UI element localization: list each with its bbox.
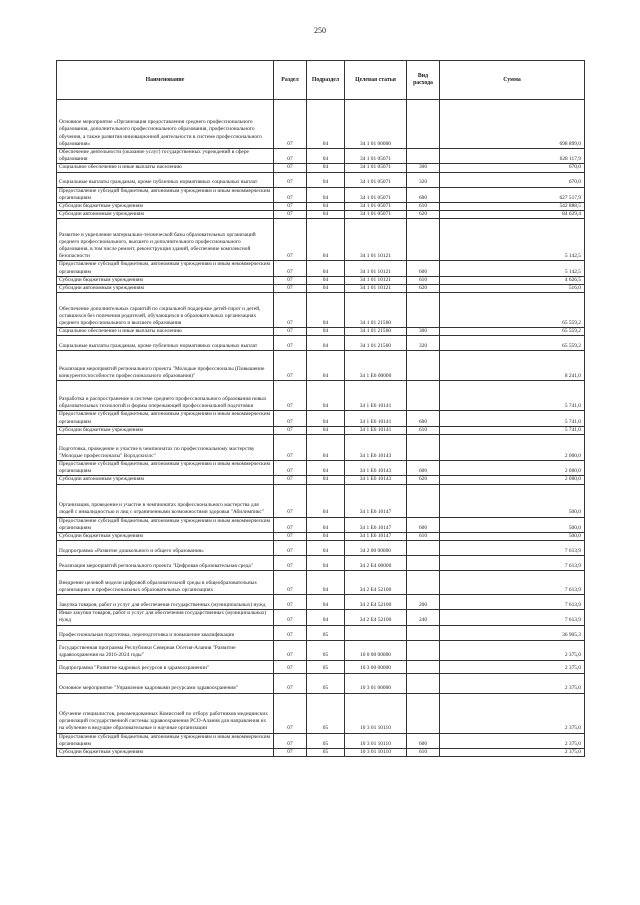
row-section: 07 — [274, 533, 307, 541]
row-section: 07 — [274, 610, 307, 625]
table-row — [57, 172, 585, 187]
row-name: Иные закупки товаров, работ и услуг для обеспечения государственных (муниципальных) нужд — [57, 610, 274, 625]
table-row — [57, 476, 585, 484]
table-row — [57, 595, 585, 610]
row-subsection: 04 — [307, 411, 345, 426]
header-subsection: Подраздел — [307, 61, 345, 100]
row-subsection: 04 — [307, 381, 345, 411]
row-section: 07 — [274, 149, 307, 164]
row-sum: 2 375,0 — [440, 640, 585, 660]
table-row — [57, 610, 585, 625]
row-target: 34 1 01 21560 — [345, 293, 407, 328]
row-name: Обеспечение дополнительных гарантий по социальной поддержке детей-сирот и детей, оставшихся без попечения родителей, обучающихся в образовательных организациях среднего профессионального и высшего образования — [57, 293, 274, 328]
table-row — [57, 541, 585, 556]
row-expense: 600 — [407, 187, 440, 202]
row-section: 07 — [274, 164, 307, 172]
table-row — [57, 733, 585, 748]
row-target: 34 1 01 21560 — [345, 336, 407, 351]
row-expense: 610 — [407, 426, 440, 434]
row-section: 07 — [274, 476, 307, 484]
row-subsection: 04 — [307, 571, 345, 595]
table-row — [57, 484, 585, 517]
table-row — [57, 219, 585, 261]
row-subsection: 05 — [307, 660, 345, 673]
row-subsection: 04 — [307, 556, 345, 571]
page-number: 250 — [314, 26, 326, 35]
table-row — [57, 381, 585, 411]
table-row — [57, 533, 585, 541]
row-subsection: 05 — [307, 733, 345, 748]
row-target: 10 3 01 10110 — [345, 693, 407, 733]
row-section: 07 — [274, 172, 307, 187]
row-target: 34 1 Е6 10147 — [345, 533, 407, 541]
row-section: 07 — [274, 673, 307, 693]
row-sum: 2 375,0 — [440, 660, 585, 673]
row-expense: 600 — [407, 517, 440, 532]
row-section: 07 — [274, 336, 307, 351]
row-expense: 610 — [407, 533, 440, 541]
row-expense: 600 — [407, 461, 440, 476]
row-section: 07 — [274, 211, 307, 219]
row-expense: 600 — [407, 411, 440, 426]
table-row — [57, 640, 585, 660]
row-subsection: 04 — [307, 435, 345, 461]
row-expense — [407, 435, 440, 461]
row-sum: 2 375,0 — [440, 733, 585, 748]
row-section: 07 — [274, 100, 307, 149]
row-sum: 670,0 — [440, 172, 585, 187]
row-subsection: 04 — [307, 351, 345, 381]
row-target: 34 1 Е6 10141 — [345, 426, 407, 434]
row-sum: 2 375,0 — [440, 693, 585, 733]
row-section: 07 — [274, 571, 307, 595]
row-expense — [407, 100, 440, 149]
row-target: 34 2 Е4 52100 — [345, 610, 407, 625]
row-name: Предоставление субсидий бюджетным, автономным учреждениям и иным некоммерческим организациям — [57, 733, 274, 748]
row-name: Реализация мероприятий регионального проекта "Цифровая образовательная среда" — [57, 556, 274, 571]
row-sum: 84 629,4 — [440, 211, 585, 219]
row-sum: 65 559,2 — [440, 328, 585, 336]
row-target: 34 1 01 05071 — [345, 164, 407, 172]
row-section: 07 — [274, 426, 307, 434]
row-target: 34 1 Е6 10143 — [345, 476, 407, 484]
row-target: 34 1 01 05071 — [345, 149, 407, 164]
row-target: 34 1 Е6 10143 — [345, 461, 407, 476]
row-section: 07 — [274, 187, 307, 202]
row-subsection: 04 — [307, 426, 345, 434]
row-subsection: 04 — [307, 610, 345, 625]
row-section: 07 — [274, 276, 307, 284]
row-name: Социальное обеспечение и иные выплаты населению — [57, 164, 274, 172]
row-target: 10 0 00 00000 — [345, 640, 407, 660]
budget-table-container — [56, 60, 584, 757]
row-section: 07 — [274, 660, 307, 673]
table-header-row — [57, 61, 585, 100]
row-sum: 4 626,5 — [440, 276, 585, 284]
row-target: 34 2 Е4 00000 — [345, 556, 407, 571]
row-target: 34 2 Е4 52100 — [345, 595, 407, 610]
row-expense — [407, 381, 440, 411]
table-row — [57, 211, 585, 219]
row-sum: 5 741,0 — [440, 426, 585, 434]
row-sum: 500,0 — [440, 533, 585, 541]
row-section: 07 — [274, 625, 307, 640]
row-sum: 7 613,9 — [440, 571, 585, 595]
row-name: Реализация мероприятий регионального проекта "Молодые профессионалы (Повышение конкурентоспособности профессионального образования)" — [57, 351, 274, 381]
row-sum: 5 142,5 — [440, 261, 585, 276]
row-sum: 628 117,9 — [440, 149, 585, 164]
row-section: 07 — [274, 484, 307, 517]
row-subsection: 04 — [307, 476, 345, 484]
table-row — [57, 435, 585, 461]
row-expense — [407, 673, 440, 693]
row-subsection: 04 — [307, 461, 345, 476]
header-expense: Вид расхода — [407, 61, 440, 100]
table-body — [57, 100, 585, 757]
row-expense — [407, 640, 440, 660]
row-name: Субсидии бюджетным учреждениям — [57, 426, 274, 434]
row-name: Субсидии бюджетным учреждениям — [57, 533, 274, 541]
row-target: 34 1 Е6 10141 — [345, 411, 407, 426]
row-expense: 620 — [407, 211, 440, 219]
row-name: Предоставление субсидий бюджетным, автономным учреждениям и иным некоммерческим организациям — [57, 261, 274, 276]
table-row — [57, 100, 585, 149]
row-sum: 2 375,0 — [440, 749, 585, 757]
row-target: 34 1 01 10121 — [345, 261, 407, 276]
row-target: 34 1 Е6 10147 — [345, 517, 407, 532]
row-name: Подпрограмма "Развитие кадровых ресурсов в здравоохранении" — [57, 660, 274, 673]
row-name: Разработка и распространение в системе среднего профессионального образования новых образовательных технологий и формы опережающей профессиональной подготовки — [57, 381, 274, 411]
row-section: 07 — [274, 461, 307, 476]
row-section: 07 — [274, 541, 307, 556]
row-expense: 610 — [407, 749, 440, 757]
row-sum: 5 142,5 — [440, 219, 585, 261]
row-subsection: 04 — [307, 164, 345, 172]
row-sum: 5 741,0 — [440, 411, 585, 426]
row-target: 34 1 01 05071 — [345, 172, 407, 187]
row-subsection: 04 — [307, 203, 345, 211]
row-expense: 600 — [407, 733, 440, 748]
row-name: Субсидии бюджетным учреждениям — [57, 749, 274, 757]
row-name: Субсидии автономным учреждениям — [57, 211, 274, 219]
budget-table — [56, 60, 585, 757]
row-subsection: 04 — [307, 211, 345, 219]
row-target: 34 2 Е4 52100 — [345, 571, 407, 595]
row-name: Государственная программа Республики Северная Осетия-Алания "Развитие здравоохранения на 2016-2024 годы" — [57, 640, 274, 660]
row-subsection: 04 — [307, 261, 345, 276]
row-sum: 7 613,9 — [440, 595, 585, 610]
row-subsection: 04 — [307, 541, 345, 556]
table-row — [57, 187, 585, 202]
table-row — [57, 336, 585, 351]
row-expense — [407, 556, 440, 571]
row-target: 34 1 Е6 10141 — [345, 381, 407, 411]
row-sum: 698 899,0 — [440, 100, 585, 149]
row-section: 07 — [274, 517, 307, 532]
row-section: 07 — [274, 293, 307, 328]
row-name: Предоставление субсидий бюджетным, автономным учреждениям и иным некоммерческим организациям — [57, 187, 274, 202]
row-name: Социальное обеспечение и иные выплаты населению — [57, 328, 274, 336]
row-sum: 2 375,0 — [440, 673, 585, 693]
row-sum: 2 000,0 — [440, 461, 585, 476]
row-sum: 65 559,2 — [440, 293, 585, 328]
table-row — [57, 276, 585, 284]
row-subsection: 04 — [307, 219, 345, 261]
row-target: 34 1 01 05071 — [345, 211, 407, 219]
row-expense: 300 — [407, 164, 440, 172]
row-name: Профессиональная подготовка, переподготовка и повышение квалификации — [57, 625, 274, 640]
row-name: Организация, проведение и участие в чемпионатах профессионального мастерства для людей с инвалидностью и лиц с ограниченными возможностями здоровья "Абилимпикс" — [57, 484, 274, 517]
row-subsection: 04 — [307, 517, 345, 532]
row-name: Обучение специалистов, рекомендованных Комиссией по отбору работников медицинских организаций государственной системы здравоохранения РСО-Алания для направления их на обучение в ведущие образовательные и научные организации — [57, 693, 274, 733]
row-target: 34 1 Е6 10143 — [345, 435, 407, 461]
table-row — [57, 203, 585, 211]
row-name: Обеспечение деятельности (оказание услуг) государственных учреждений в сфере образования — [57, 149, 274, 164]
row-expense: 320 — [407, 336, 440, 351]
row-subsection: 04 — [307, 336, 345, 351]
row-name: Предоставление субсидий бюджетным, автономным учреждениям и иным некоммерческим организациям — [57, 461, 274, 476]
row-sum: 500,0 — [440, 517, 585, 532]
row-target: 34 1 01 21560 — [345, 328, 407, 336]
row-expense — [407, 293, 440, 328]
row-expense — [407, 693, 440, 733]
row-sum: 670,0 — [440, 164, 585, 172]
row-expense — [407, 541, 440, 556]
row-name: Внедрение целевой модели цифровой образовательной среды в общеобразовательных организациях и профессиональных образовательных организациях — [57, 571, 274, 595]
row-target: 34 1 01 00000 — [345, 100, 407, 149]
row-name: Основное мероприятие «Организация предоставления среднего профессионального образования, дополнительного профессионального образования, профессионального обучения, а также развития инновационной деятельности в системе профессионального образования» — [57, 100, 274, 149]
row-target: 34 1 01 05071 — [345, 187, 407, 202]
row-sum: 516,0 — [440, 285, 585, 293]
table-row — [57, 149, 585, 164]
row-target: 34 1 01 10121 — [345, 285, 407, 293]
header-section: Раздел — [274, 61, 307, 100]
row-expense: 240 — [407, 610, 440, 625]
row-expense: 600 — [407, 261, 440, 276]
row-section: 07 — [274, 640, 307, 660]
row-subsection: 04 — [307, 293, 345, 328]
row-section: 07 — [274, 749, 307, 757]
row-expense — [407, 351, 440, 381]
table-row — [57, 660, 585, 673]
row-name: Развитие и укрепление материально-технической базы образовательных организаций среднего профессионального, высшего и дополнительного профессионального образования, в том числе ремонт, реконструкция зданий, обеспечение комплексной безопасности — [57, 219, 274, 261]
row-subsection: 04 — [307, 533, 345, 541]
row-subsection: 04 — [307, 328, 345, 336]
table-row — [57, 556, 585, 571]
row-name: Субсидии бюджетным учреждениям — [57, 203, 274, 211]
row-sum: 8 241,0 — [440, 351, 585, 381]
row-target: 34 1 01 05071 — [345, 203, 407, 211]
table-row — [57, 673, 585, 693]
row-sum: 542 888,5 — [440, 203, 585, 211]
table-row — [57, 625, 585, 640]
row-section: 07 — [274, 556, 307, 571]
row-target: 10 3 01 10110 — [345, 733, 407, 748]
row-name: Подпрограмма «Развитие дошкольного и общего образования» — [57, 541, 274, 556]
row-subsection: 05 — [307, 640, 345, 660]
row-subsection: 04 — [307, 484, 345, 517]
header-sum: Сумма — [440, 61, 585, 100]
table-row — [57, 693, 585, 733]
table-row — [57, 517, 585, 532]
row-expense: 320 — [407, 172, 440, 187]
row-name: Закупка товаров, работ и услуг для обеспечения государственных (муниципальных) нужд — [57, 595, 274, 610]
row-expense — [407, 484, 440, 517]
row-target: 34 1 01 10121 — [345, 276, 407, 284]
row-name: Подготовка, проведение и участие в чемпионатах по профессиональному мастерству "Молодые профессионалы" Ворлдскиллс" — [57, 435, 274, 461]
row-section: 07 — [274, 411, 307, 426]
row-subsection: 04 — [307, 149, 345, 164]
table-row — [57, 351, 585, 381]
table-row — [57, 164, 585, 172]
row-sum: 65 559,2 — [440, 336, 585, 351]
row-subsection: 04 — [307, 172, 345, 187]
row-sum: 7 613,9 — [440, 610, 585, 625]
row-sum: 500,0 — [440, 484, 585, 517]
table-row — [57, 426, 585, 434]
row-target: 34 1 Е6 00000 — [345, 351, 407, 381]
row-expense: 200 — [407, 595, 440, 610]
row-section: 07 — [274, 261, 307, 276]
row-section: 07 — [274, 219, 307, 261]
row-section: 07 — [274, 693, 307, 733]
table-row — [57, 749, 585, 757]
row-expense — [407, 571, 440, 595]
row-sum: 7 613,9 — [440, 556, 585, 571]
row-sum: 2 000,0 — [440, 476, 585, 484]
row-sum: 2 000,0 — [440, 435, 585, 461]
row-subsection: 05 — [307, 749, 345, 757]
row-expense: 300 — [407, 328, 440, 336]
row-expense: 620 — [407, 476, 440, 484]
row-expense — [407, 625, 440, 640]
row-subsection: 05 — [307, 693, 345, 733]
row-subsection: 04 — [307, 276, 345, 284]
row-target — [345, 625, 407, 640]
table-row — [57, 328, 585, 336]
row-section: 07 — [274, 285, 307, 293]
row-target: 34 1 01 10121 — [345, 219, 407, 261]
row-name: Субсидии автономным учреждениям — [57, 285, 274, 293]
row-section: 07 — [274, 733, 307, 748]
row-name: Социальные выплаты гражданам, кроме публичных нормативных социальных выплат — [57, 336, 274, 351]
row-expense — [407, 219, 440, 261]
row-name: Социальные выплаты гражданам, кроме публичных нормативных социальных выплат — [57, 172, 274, 187]
row-subsection: 05 — [307, 625, 345, 640]
row-target: 10 3 01 00000 — [345, 673, 407, 693]
row-expense: 610 — [407, 276, 440, 284]
table-row — [57, 285, 585, 293]
row-expense — [407, 660, 440, 673]
row-sum: 36 905,3 — [440, 625, 585, 640]
row-section: 07 — [274, 351, 307, 381]
row-section: 07 — [274, 203, 307, 211]
row-subsection: 04 — [307, 595, 345, 610]
row-target: 34 2 00 00000 — [345, 541, 407, 556]
row-name: Предоставление субсидий бюджетным, автономным учреждениям и иным некоммерческим организациям — [57, 517, 274, 532]
header-name: Наименование — [57, 61, 274, 100]
row-section: 07 — [274, 595, 307, 610]
row-subsection: 05 — [307, 673, 345, 693]
row-name: Основное мероприятие "Управление кадровыми ресурсами здравоохранения" — [57, 673, 274, 693]
row-target: 10 3 00 00000 — [345, 660, 407, 673]
table-row — [57, 571, 585, 595]
row-subsection: 04 — [307, 187, 345, 202]
row-subsection: 04 — [307, 100, 345, 149]
row-sum: 627 517,9 — [440, 187, 585, 202]
table-row — [57, 411, 585, 426]
row-target: 10 3 01 10110 — [345, 749, 407, 757]
header-target: Целевая статья — [345, 61, 407, 100]
table-row — [57, 261, 585, 276]
row-sum: 7 613,9 — [440, 541, 585, 556]
row-name: Предоставление субсидий бюджетным, автономным учреждениям и иным некоммерческим организациям — [57, 411, 274, 426]
row-section: 07 — [274, 381, 307, 411]
table-row — [57, 461, 585, 476]
row-target: 34 1 Е6 10147 — [345, 484, 407, 517]
row-section: 07 — [274, 328, 307, 336]
row-expense: 610 — [407, 203, 440, 211]
row-sum: 5 741,0 — [440, 381, 585, 411]
row-section: 07 — [274, 435, 307, 461]
row-expense — [407, 149, 440, 164]
table-row — [57, 293, 585, 328]
row-expense: 620 — [407, 285, 440, 293]
row-subsection: 04 — [307, 285, 345, 293]
row-name: Субсидии автономным учреждениям — [57, 476, 274, 484]
row-name: Субсидии бюджетным учреждениям — [57, 276, 274, 284]
